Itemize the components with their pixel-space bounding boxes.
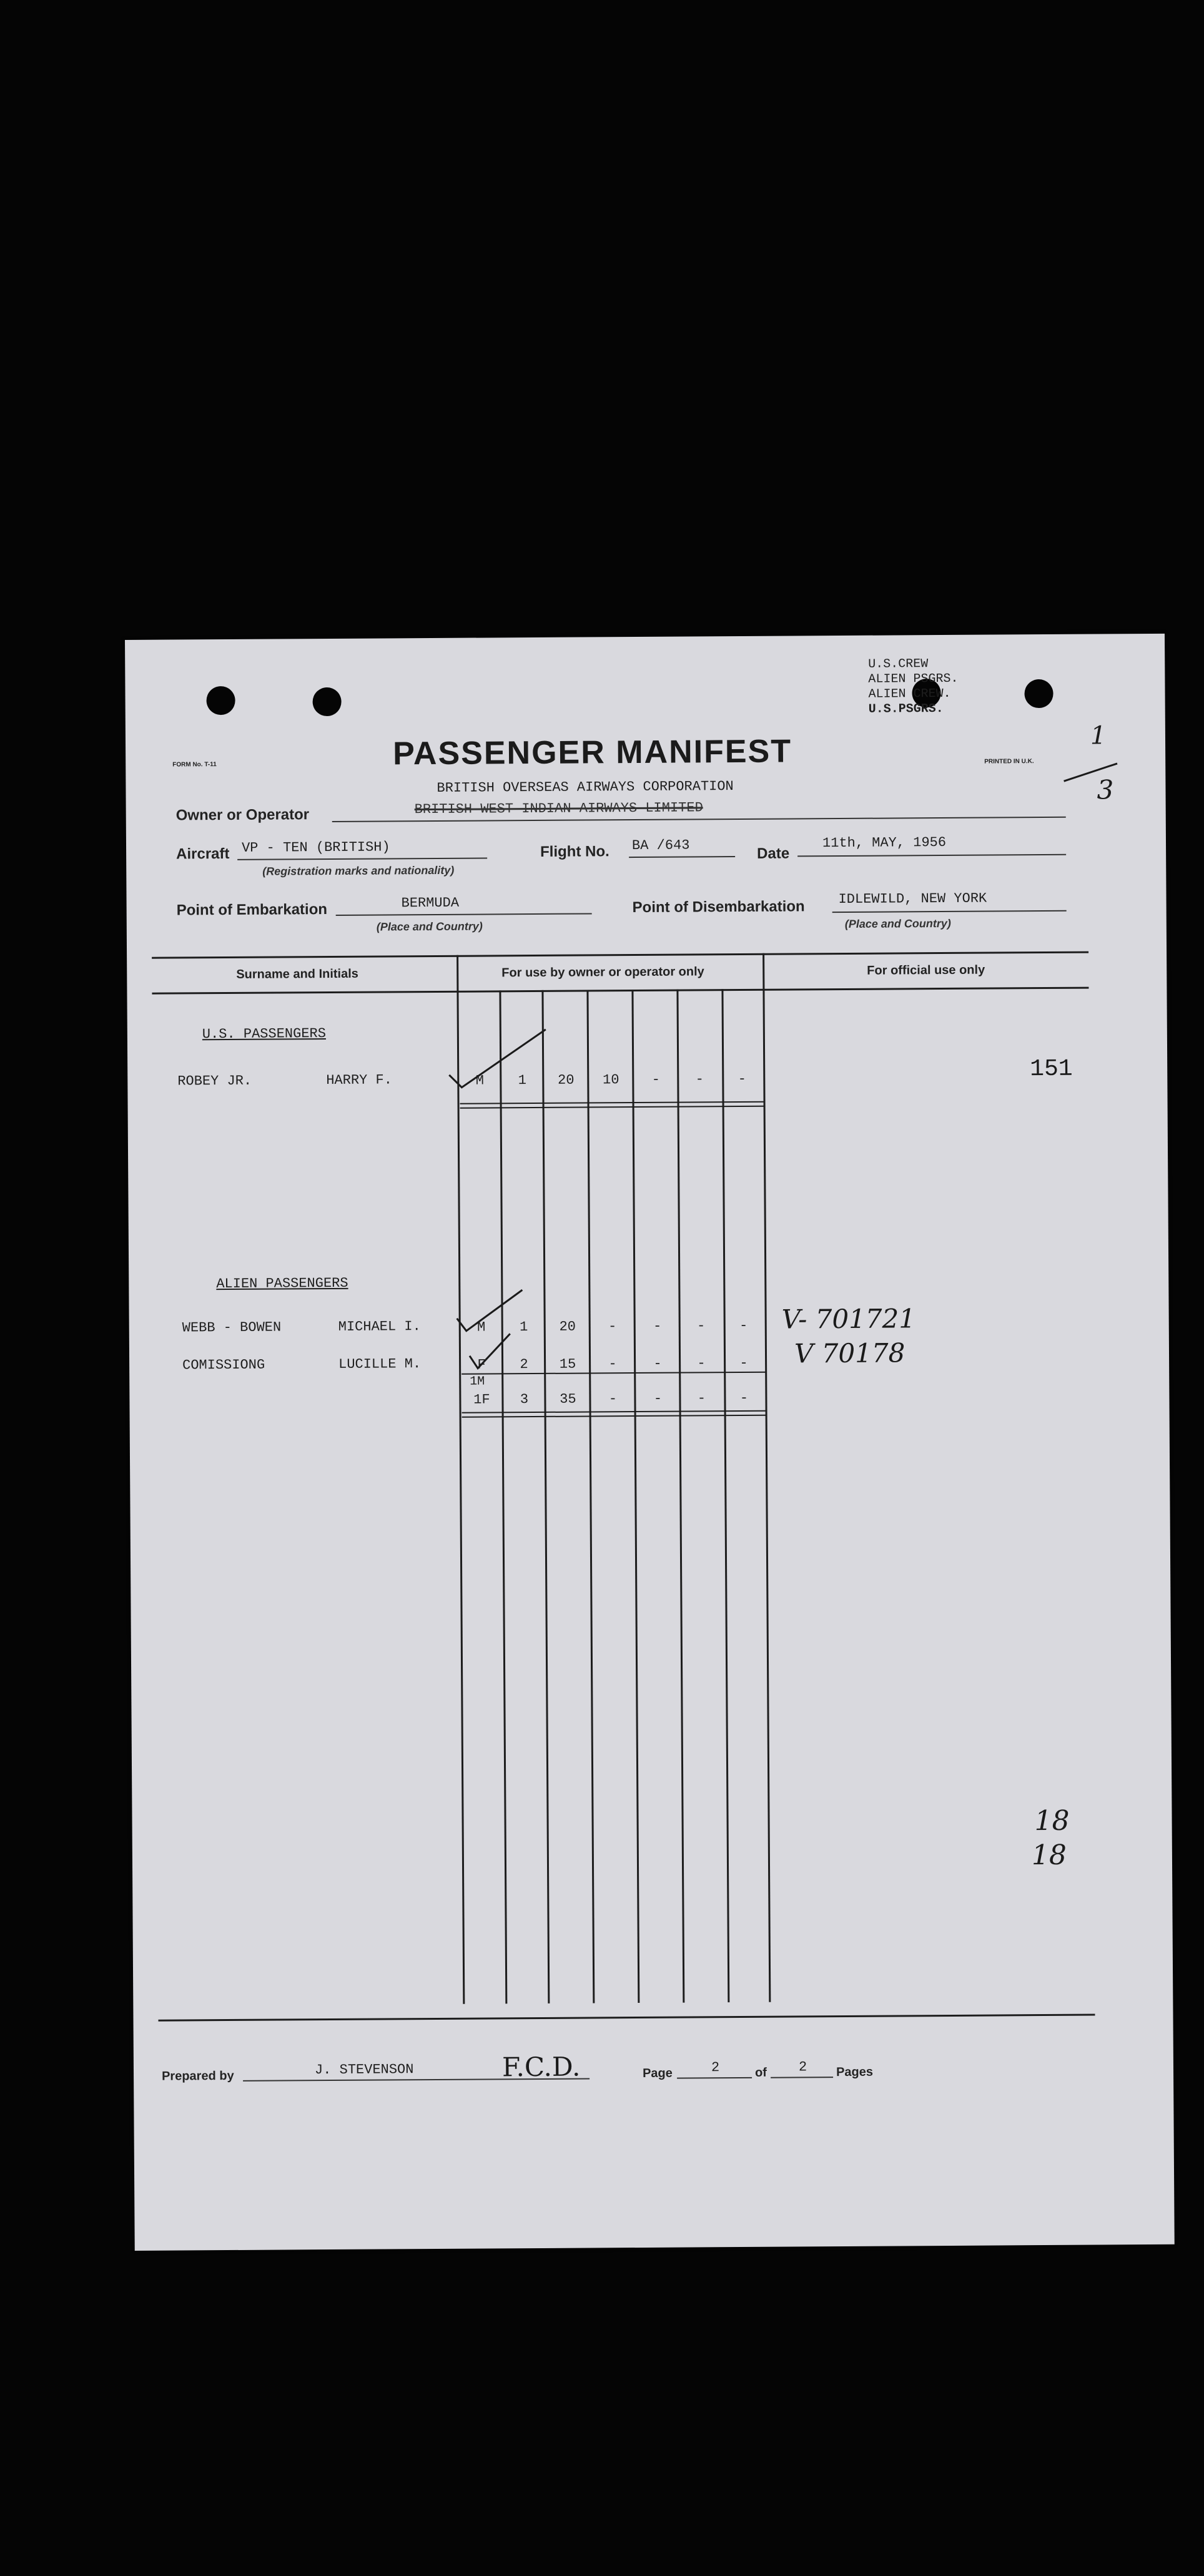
aircraft-line [237, 857, 487, 860]
manifest-sheet [125, 634, 1175, 2251]
row-cell: - [697, 1318, 706, 1334]
column-header-official-use: For official use only [867, 963, 985, 978]
count-stamp [868, 657, 959, 717]
total-cell: - [653, 1390, 663, 1407]
row-cell: 1 [520, 1319, 528, 1335]
check-mark [446, 1025, 553, 1094]
punch-hole [206, 686, 235, 715]
stamp-line: ALIEN CREW. [868, 686, 951, 702]
date-label: Date [757, 845, 790, 862]
handwritten-numerator: 1 [1090, 721, 1107, 750]
check-mark [466, 1330, 516, 1374]
page-line [677, 2077, 752, 2079]
pages-label: Pages [836, 2065, 874, 2080]
row-cell: - [738, 1071, 746, 1088]
check-mark [453, 1287, 528, 1337]
column-rule [721, 989, 729, 2002]
column-header-surname: Surname and Initials [236, 966, 358, 981]
total-cell: 1F [473, 1392, 490, 1408]
total-cell: - [739, 1390, 749, 1407]
row-cell: 20 [559, 1319, 576, 1335]
disembarkation-label: Point of Disembarkation [632, 898, 805, 917]
column-rule [631, 990, 639, 2003]
row-cell: - [695, 1071, 704, 1088]
row-cell: - [697, 1355, 706, 1372]
column-header-owner-use: For use by owner or operator only [501, 965, 704, 980]
section-heading-us: U.S. PASSENGERS [202, 1026, 326, 1043]
form-number: FORM No. T-11 [172, 761, 217, 769]
date-value: 11th, MAY, 1956 [822, 834, 947, 852]
disembarkation-line [832, 910, 1067, 913]
of-label: of [754, 2065, 767, 2080]
embarkation-label: Point of Embarkation [176, 901, 328, 919]
column-rule [586, 990, 595, 2003]
punch-hole [1024, 679, 1053, 708]
row-cell: M [475, 1073, 484, 1089]
flight-line [629, 856, 735, 858]
page-title: PASSENGER MANIFEST [392, 733, 792, 772]
column-rule [499, 990, 507, 2003]
embarkation-line [336, 913, 592, 916]
total-cell: - [697, 1390, 706, 1407]
of-line [771, 2077, 833, 2078]
aircraft-value: VP - TEN (BRITISH) [241, 839, 390, 856]
column-rule [541, 990, 550, 2003]
row-cell: 1 [518, 1073, 526, 1089]
owner-label: Owner or Operator [175, 806, 310, 824]
flight-label: Flight No. [540, 843, 609, 860]
row-cell: - [653, 1355, 662, 1372]
row-surname: WEBB - BOWEN [182, 1319, 282, 1336]
side-mark: 18 [1034, 1804, 1070, 1837]
column-rule [456, 955, 465, 2004]
owner-line [332, 817, 1066, 822]
embarkation-note: (Place and Country) [376, 920, 483, 933]
punch-hole [312, 687, 341, 716]
side-mark: 18 [1031, 1839, 1067, 1872]
printed-in: PRINTED IN U.K. [984, 758, 1034, 765]
total-rule [462, 1410, 767, 1413]
row-surname: ROBEY JR. [177, 1073, 252, 1089]
row-given-name: MICHAEL I. [338, 1319, 421, 1335]
row-cell: F [477, 1357, 486, 1373]
totals-top: 1M [470, 1374, 485, 1389]
row-cell: - [739, 1317, 748, 1334]
embarkation-value: BERMUDA [401, 895, 460, 912]
column-rule [762, 953, 771, 2002]
stamp-line: U.S.CREW [868, 657, 929, 672]
row-official-number: V 70178 [794, 1337, 905, 1369]
total-cell: 35 [560, 1391, 576, 1407]
row-cell: - [651, 1071, 660, 1088]
total-cell: 3 [520, 1392, 529, 1408]
footer-rule [158, 2014, 1095, 2022]
row-given-name: HARRY F. [326, 1072, 393, 1089]
section-heading-alien: ALIEN PASSENGERS [216, 1275, 348, 1292]
handwritten-denominator: 3 [1097, 774, 1114, 805]
flight-value: BA /643 [631, 837, 690, 854]
row-cell: 15 [559, 1356, 576, 1372]
page-label: Page [642, 2066, 673, 2080]
row-official-number: V- 701721 [781, 1303, 916, 1335]
of-value: 2 [798, 2059, 807, 2075]
total-rule [460, 1106, 765, 1109]
prepared-by-label: Prepared by [161, 2068, 234, 2083]
row-surname: COMISSIONG [182, 1357, 265, 1374]
row-cell: - [653, 1318, 662, 1334]
table-top-rule [152, 951, 1088, 959]
disembarkation-value: IDLEWILD, NEW YORK [838, 890, 987, 908]
row-cell: M [477, 1319, 486, 1335]
total-rule [462, 1415, 767, 1418]
total-rule [460, 1101, 765, 1104]
stamp-line: ALIEN PSGRS. [868, 671, 959, 687]
row-given-name: LUCILLE M. [338, 1356, 422, 1372]
prepared-by-value: J. STEVENSON [314, 2062, 414, 2078]
aircraft-note: (Registration marks and nationality) [262, 863, 455, 878]
row-cell: 20 [558, 1072, 575, 1088]
row-cell: - [739, 1355, 748, 1372]
stamp-line: U.S.PSGRS. [868, 701, 944, 717]
aircraft-label: Aircraft [176, 845, 230, 863]
owner-struck-value: BRITISH WEST INDIAN AIRWAYS LIMITED [414, 800, 703, 818]
table-header-rule [152, 987, 1088, 995]
total-cell: - [608, 1391, 618, 1407]
owner-value: BRITISH OVERSEAS AIRWAYS CORPORATION [437, 779, 734, 796]
row-cell: - [608, 1356, 617, 1372]
row-official-number: 151 [1030, 1055, 1073, 1083]
row-cell: - [608, 1319, 617, 1335]
disembarkation-note: (Place and Country) [844, 917, 951, 930]
prepared-by-initials: F.C.D. [501, 2051, 581, 2083]
page-value: 2 [711, 2060, 720, 2076]
date-line [797, 854, 1066, 857]
row-cell: 10 [603, 1072, 619, 1088]
column-rule [676, 990, 684, 2003]
row-cell: 2 [520, 1357, 528, 1373]
